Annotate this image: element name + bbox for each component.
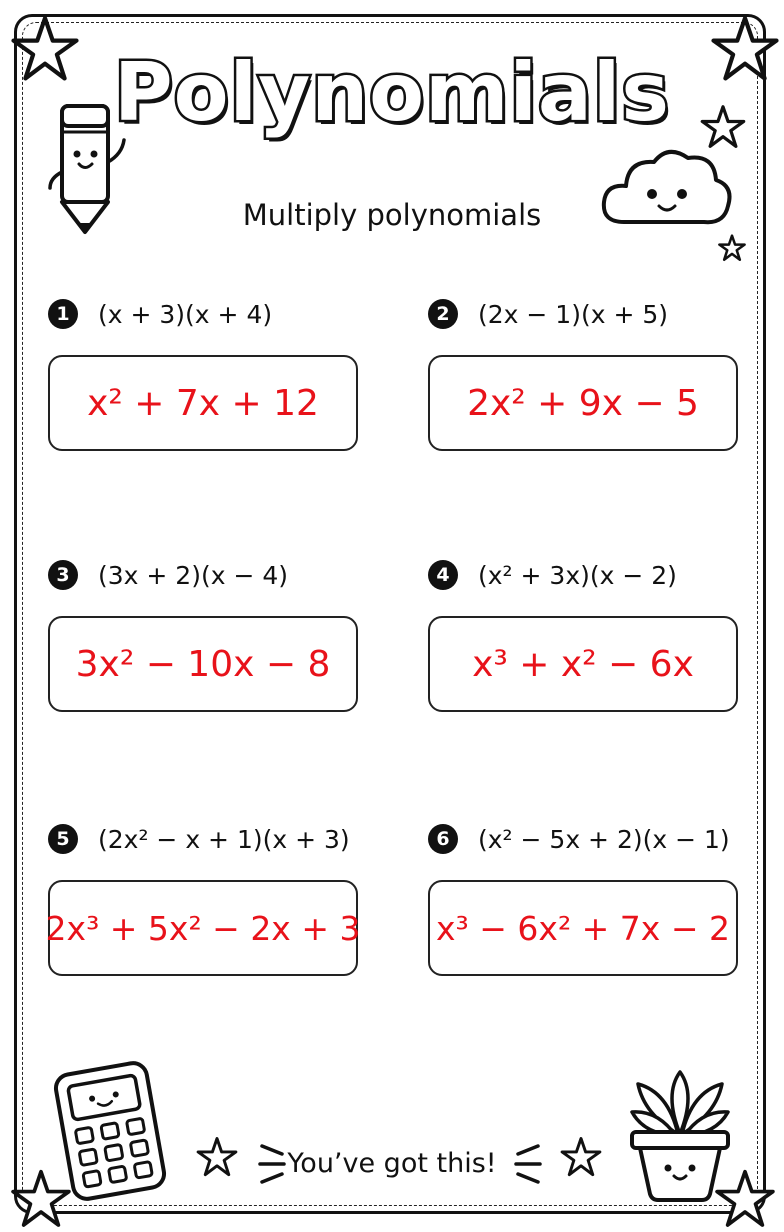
problem-number-badge: 5 (48, 824, 78, 854)
answer-text: 2x² + 9x − 5 (467, 382, 699, 424)
problem-number-badge: 4 (428, 560, 458, 590)
problem-number-badge: 1 (48, 299, 78, 329)
problem-number-badge: 6 (428, 824, 458, 854)
answer-box (48, 616, 358, 712)
problem-number-badge: 2 (428, 299, 458, 329)
answer-box (48, 355, 358, 451)
problem-header (48, 822, 350, 856)
answer-box (428, 355, 738, 451)
problem-expression: (x² + 3x)(x − 2) (478, 560, 677, 590)
answer-box (428, 616, 738, 712)
problem-expression: (x² − 5x + 2)(x − 1) (478, 824, 730, 854)
answer-box (428, 880, 738, 976)
problem-number-badge: 3 (48, 560, 78, 590)
plant-icon (624, 1064, 736, 1204)
problem-header (48, 297, 272, 331)
problem-expression: (2x² − x + 1)(x + 3) (98, 824, 350, 854)
problem-expression: (3x + 2)(x − 4) (98, 560, 289, 590)
answer-text: 2x³ + 5x² − 2x + 3 (45, 908, 361, 948)
problem-expression: (x + 3)(x + 4) (98, 299, 273, 329)
problem-header (428, 822, 730, 856)
star-icon (718, 234, 746, 262)
answer-text: x² + 7x + 12 (87, 382, 319, 424)
problem-header (428, 558, 677, 592)
answer-text: x³ − 6x² + 7x − 2 (436, 908, 730, 948)
problem-header (428, 297, 668, 331)
problem-expression: (2x − 1)(x + 5) (478, 299, 669, 329)
problem-header (48, 558, 288, 592)
page-subtitle: Multiply polynomials (242, 198, 542, 232)
answer-text: 3x² − 10x − 8 (75, 643, 331, 685)
calculator-icon (50, 1058, 170, 1204)
answer-text: x³ + x² − 6x (472, 643, 694, 685)
encouragement-text: You’ve got this! (287, 1148, 497, 1179)
page-title: Polynomials (114, 46, 670, 139)
answer-box (45, 880, 361, 976)
